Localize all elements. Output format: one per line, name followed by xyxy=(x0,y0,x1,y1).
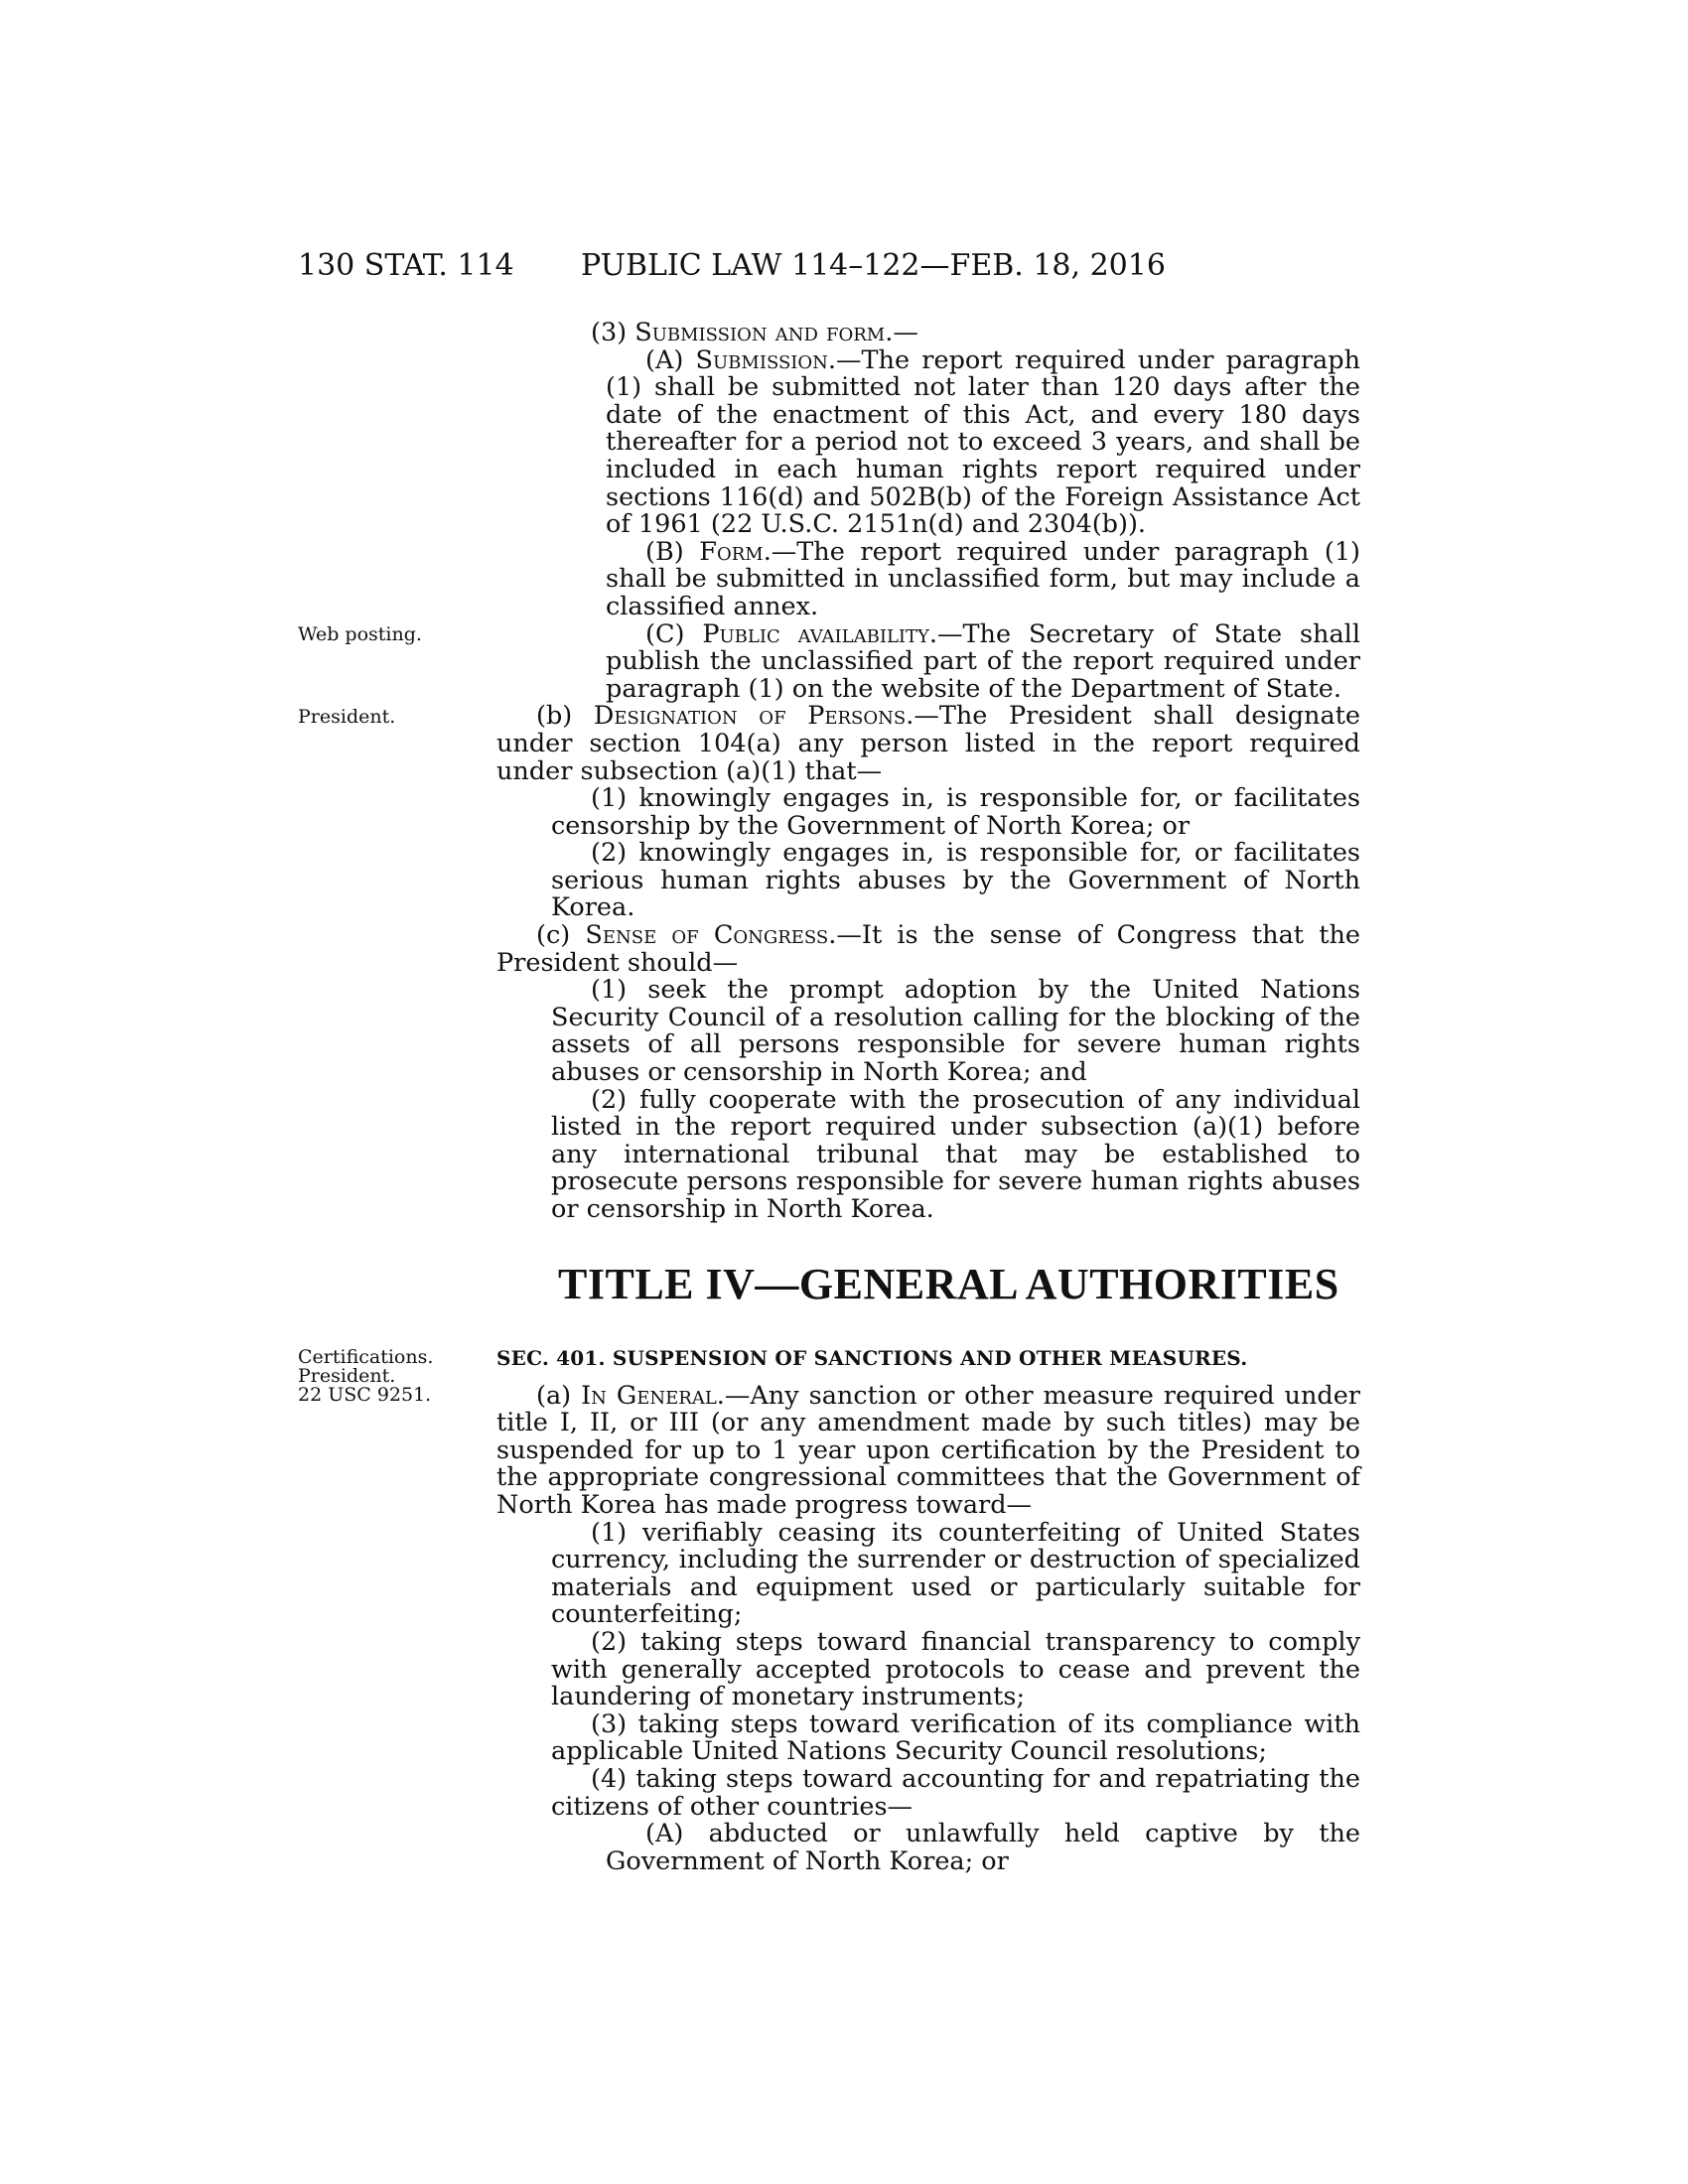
paragraph-a3-C xyxy=(496,618,1360,704)
paragraph-text: .—Any sanction or other measure required under title I, II, or III (or any amendment made by such titles) may be suspended for up to 1 year upon certification by the President to the appropriate congressional committees that the Government of North Korea has made progress toward— xyxy=(496,1380,1360,1520)
paragraph-401a3: (3) taking steps toward verification of its compliance with applicable United Nations Security Council resolutions; xyxy=(551,1708,1360,1767)
paragraph-text: .—It is the sense of Congress that the President should— xyxy=(496,920,1360,978)
paragraph-a3-A xyxy=(496,344,1360,540)
small-caps-heading: Form xyxy=(699,536,764,567)
heading-dash: .— xyxy=(885,318,918,347)
title-iv-heading: TITLE IV—GENERAL AUTHORITIES xyxy=(558,1260,1339,1308)
paragraph-number: (A) xyxy=(645,344,696,375)
paragraph-number: (a) xyxy=(536,1380,582,1411)
paragraph-401a2: (2) taking steps toward financial transparency to comply with generally accepted protocols to cease and prevent the laundering of monetary instruments; xyxy=(551,1626,1360,1712)
paragraph-401a xyxy=(496,1380,1360,1520)
small-caps-heading: Sense of Congress xyxy=(585,920,829,951)
paragraph-401a4: (4) taking steps toward accounting for and repatriating the citizens of other countries— xyxy=(551,1763,1360,1822)
paragraph-text: .—The Secretary of State shall publish the unclassified part of the report required under paragraph (1) on the website of the Department of State. xyxy=(606,618,1360,704)
section-401-heading: SEC. 401. SUSPENSION OF SANCTIONS AND OTHER MEASURES. xyxy=(496,1346,1248,1370)
small-caps-heading: In General xyxy=(581,1380,717,1411)
paragraph-401a1: (1) verifiably ceasing its counterfeiting of United States currency, including the surrender or destruction of specialized materials and equipment used or particularly suitable for counterfeiting; xyxy=(551,1517,1360,1630)
paragraph-b2: (2) knowingly engages in, is responsible for, or facilitates serious human rights abuses by the Government of North Korea. xyxy=(551,838,1360,923)
paragraph-c2: (2) fully cooperate with the prosecution of any individual listed in the report required under subsection (a)(1) before any international tribunal that may be established to prosecute persons responsible for severe human rights abuses or censorship in North Korea. xyxy=(551,1084,1360,1224)
paragraph-number: (3) xyxy=(591,318,635,347)
paragraph-a3-heading xyxy=(496,320,1360,347)
paragraph-number: (B) xyxy=(645,536,700,567)
paragraph-c xyxy=(496,922,1360,977)
margin-note-usc-label: 22 USC 9251. xyxy=(298,1384,432,1406)
small-caps-heading: Submission xyxy=(695,344,828,375)
paragraph-number: (c) xyxy=(536,920,586,951)
margin-note-certifications xyxy=(298,1348,433,1405)
margin-note-president: President. xyxy=(298,706,396,728)
paragraph-a3-B xyxy=(496,536,1360,621)
paragraph-text: .—The report required under paragraph (1) shall be submitted not later than 120 days after the date of the enactment of this Act, and every 180 days thereafter for a period not to exceed 3 years, and shall be included in each human rights report required under sections 116(d) and 502B(b) of the Foreign Assistance Act of 1961 (22 U.S.C. 2151n(d) and 2304(b)). xyxy=(606,344,1360,540)
small-caps-heading: Public availability xyxy=(702,618,929,649)
small-caps-heading: Designation of Persons xyxy=(593,701,907,732)
margin-note-president-label: President. xyxy=(298,1365,396,1387)
paragraph-c1: (1) seek the prompt adoption by the United Nations Security Council of a resolution calling for the blocking of the assets of all persons responsible for severe human rights abuses or censorship in North Korea; and xyxy=(551,975,1360,1088)
public-law-heading: PUBLIC LAW 114–122—FEB. 18, 2016 xyxy=(581,248,1166,283)
paragraph-b1: (1) knowingly engages in, is responsible for, or facilitates censorship by the Government of North Korea; or xyxy=(551,783,1360,841)
paragraph-number: (b) xyxy=(536,701,594,732)
paragraph-text: .—The President shall designate under section 104(a) any person listed in the report required under subsection (a)(1) that— xyxy=(496,701,1360,786)
section-401-text xyxy=(496,1345,1360,1875)
paragraph-number: (C) xyxy=(645,618,703,649)
small-caps-heading: Submission and form xyxy=(634,318,886,347)
stat-citation: 130 STAT. 114 xyxy=(298,248,514,283)
margin-note-certifications-label: Certifications. xyxy=(298,1346,434,1368)
paragraph-b xyxy=(496,703,1360,785)
upper-body-text xyxy=(496,320,1360,1224)
margin-note-web-posting: Web posting. xyxy=(298,623,422,645)
paragraph-401a4A: (A) abducted or unlawfully held captive by the Government of North Korea; or xyxy=(606,1819,1360,1876)
paragraph-text: .—The report required under paragraph (1) shall be submitted in unclassified form, but may include a classified annex. xyxy=(606,536,1360,621)
